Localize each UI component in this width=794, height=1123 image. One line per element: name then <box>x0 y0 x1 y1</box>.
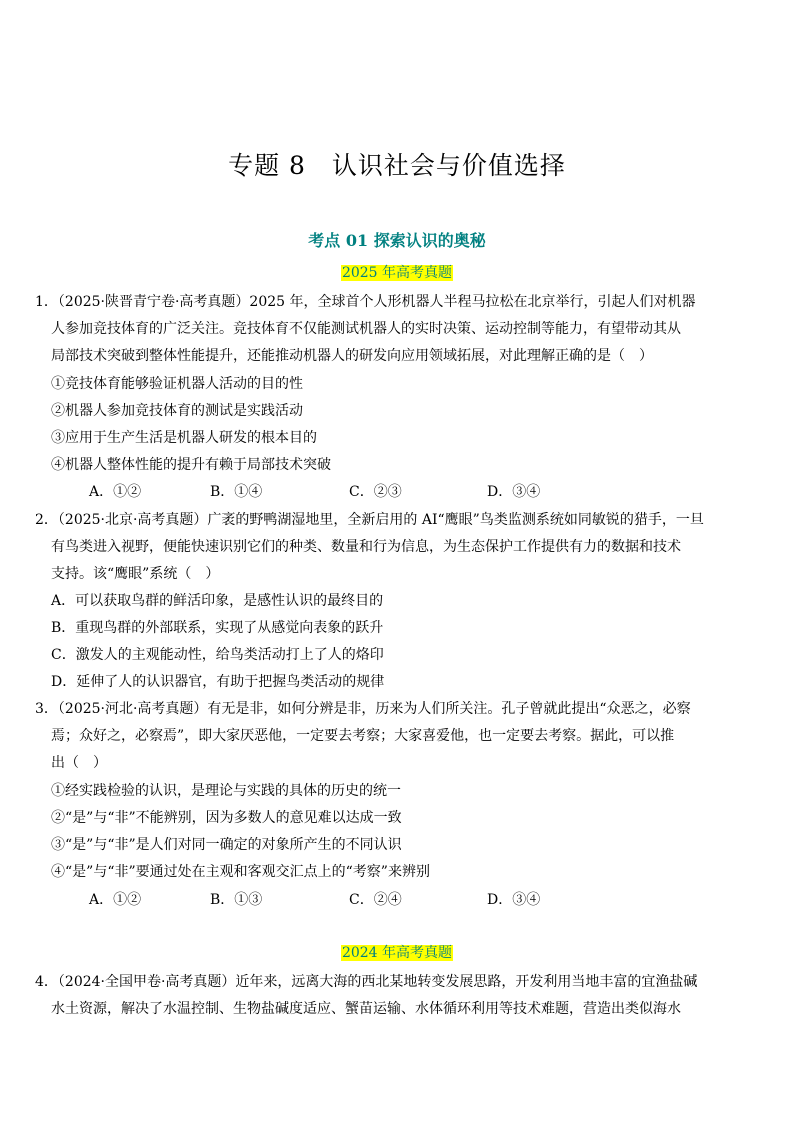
question-text-line: 人参加竞技体育的广泛关注。竞技体育不仅能测试机器人的实时决策、运动控制等能力，有望带动其从 <box>51 321 681 337</box>
option: D．延伸了人的认识器官，有助于把握鸟类活动的规律 <box>51 674 385 690</box>
question-text-line: 局部技术突破到整体性能提升，还能推动机器人的研发向应用领域拓展，对此理解正确的是（ ） <box>51 348 653 364</box>
choice-a: A．①② <box>89 892 142 908</box>
choice-d: D．③④ <box>487 484 541 500</box>
choice-a: A．①② <box>89 484 142 500</box>
choice-c: C．②③ <box>349 484 402 500</box>
statement: ②机器人参加竞技体育的测试是实践活动 <box>51 403 303 419</box>
choice-c: C．②④ <box>349 892 402 908</box>
statement: ④机器人整体性能的提升有赖于局部技术突破 <box>51 457 331 473</box>
question-text-line: 焉；众好之，必察焉”，即大家厌恶他，一定要去考察；大家喜爱他，也一定要去考察。据此，可以推 <box>51 728 675 744</box>
option: A．可以获取鸟群的鲜活印象，是感性认识的最终目的 <box>51 593 384 609</box>
choice-b: B．①③ <box>210 892 263 908</box>
statement: ①经实践检验的认识，是理论与实践的具体的历史的统一 <box>51 783 401 799</box>
statement: ①竞技体育能够验证机器人活动的目的性 <box>51 376 303 392</box>
question-text-line: 水土资源，解决了水温控制、生物盐碱度适应、蟹苗运输、水体循环利用等技术难题，营造出类似海水 <box>51 1001 681 1017</box>
option: B．重现鸟群的外部联系，实现了从感觉向表象的跃升 <box>51 620 384 636</box>
statement: ③“是”与“非”是人们对同一确定的对象所产生的不同认识 <box>51 837 402 853</box>
year-heading-label: 2024 年高考真题 <box>341 945 453 961</box>
question-text-line: 2．（2025·北京·高考真题）广袤的野鸭湖湿地里，全新启用的 AI“鹰眼”鸟类监测系统如同敏锐的猎手，一旦 <box>35 512 704 528</box>
year-heading-2025 <box>0 262 794 282</box>
question-text-line: 3．（2025·河北·高考真题）有无是非，如何分辨是非，历来为人们所关注。孔子曾就此提出“众恶之，必察 <box>35 701 691 717</box>
page-title: 专题 8 认识社会与价值选择 <box>228 151 566 180</box>
section-title: 考点 01 探索认识的奥秘 <box>308 231 486 250</box>
question-text-line: 支持。该“鹰眼”系统（ ） <box>51 566 220 582</box>
option: C．激发人的主观能动性，给鸟类活动打上了人的烙印 <box>51 647 384 663</box>
question-text-line: 4．（2024·全国甲卷·高考真题）近年来，远离大海的西北某地转变发展思路，开发利用当地丰富的宜渔盐碱 <box>35 974 698 990</box>
question-text-line: 1．（2025·陕晋青宁卷·高考真题）2025 年，全球首个人形机器人半程马拉松在北京举行，引起人们对机器 <box>35 294 696 310</box>
statement: ③应用于生产生活是机器人研发的根本目的 <box>51 430 317 446</box>
question-text-line: 有鸟类进入视野，便能快速识别它们的种类、数量和行为信息，为生态保护工作提供有力的数据和技术 <box>51 539 681 555</box>
question-text-line: 出（ ） <box>51 755 107 771</box>
choice-b: B．①④ <box>210 484 263 500</box>
year-heading-label: 2025 年高考真题 <box>341 265 453 281</box>
statement: ②“是”与“非”不能辨别，因为多数人的意见难以达成一致 <box>51 810 402 826</box>
statement: ④“是”与“非”要通过处在主观和客观交汇点上的“考察”来辨别 <box>51 864 430 880</box>
year-heading-2024 <box>0 942 794 962</box>
choice-d: D．③④ <box>487 892 541 908</box>
